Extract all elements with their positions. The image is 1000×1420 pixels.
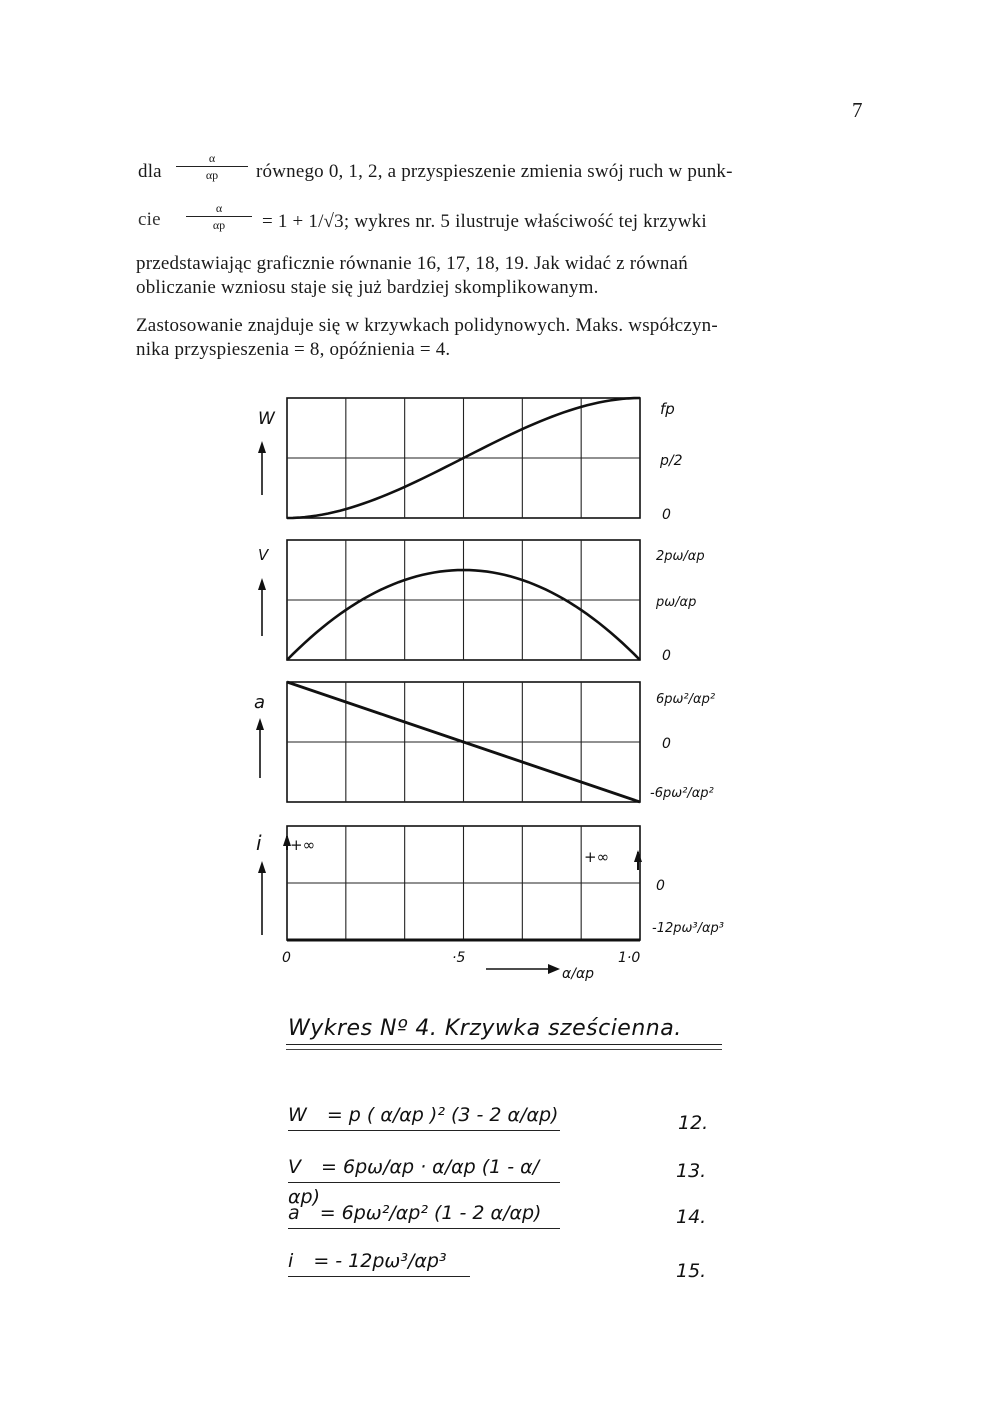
text-line-4: obliczanie wzniosu staje się już bardziej skomplikowanym.	[136, 277, 599, 298]
equation-rhs: = p ( α/αp )² (3 - 2 α/αp)	[326, 1104, 559, 1126]
plus-infinity-left: +∞	[290, 836, 316, 854]
caption-underline-2	[286, 1049, 722, 1050]
axis-arrow-head-1	[258, 441, 266, 453]
x-tick-0: 0	[282, 950, 291, 966]
text-line-1-prefix: dla	[138, 161, 162, 182]
a-label-max: 6pω²/αp²	[656, 692, 716, 707]
text-line-3: przedstawiając graficznie równanie 16, 17, 18, 19. Jak widać z równań	[136, 253, 688, 274]
w-label-fp: fp	[660, 400, 675, 418]
equation-number-14: 14.	[676, 1206, 707, 1228]
equation-rhs: = - 12pω³/αp³	[313, 1250, 447, 1272]
fraction-denominator: αp	[205, 168, 219, 182]
equation-number-15: 15.	[676, 1260, 707, 1282]
fraction-numerator: α	[208, 151, 216, 165]
equation-lhs: V	[288, 1156, 301, 1178]
equation-lhs: W	[288, 1104, 307, 1126]
axis-arrow-head-2	[258, 578, 266, 590]
w-axis-label: W	[258, 409, 275, 429]
v-label-zero: 0	[662, 648, 671, 664]
x-axis-label: α/αp	[562, 966, 595, 982]
i-label-zero: 0	[656, 878, 665, 894]
a-axis-label: a	[254, 692, 266, 713]
x-direction-arrow-head	[548, 964, 560, 974]
i-label-min: -12pω³/αp³	[652, 921, 724, 936]
w-label-p-half: p/2	[660, 453, 683, 469]
a-label-min: -6pω²/αp²	[650, 786, 714, 801]
equation-lhs: a	[288, 1202, 300, 1224]
equation-15	[288, 1246, 470, 1277]
w-label-zero: 0	[662, 507, 671, 523]
equation-number-12: 12.	[678, 1112, 709, 1134]
equation-12	[288, 1100, 560, 1131]
x-tick-1: 1·0	[618, 950, 641, 966]
equation-rhs: = 6pω/αp · α/αp (1 - α/αp)	[288, 1156, 540, 1208]
plus-infinity-right: +∞	[584, 848, 610, 866]
page-number: 7	[852, 98, 863, 122]
text-line-1: równego 0, 1, 2, a przyspieszenie zmienia swój ruch w punk-	[256, 161, 733, 182]
equation-number-13: 13.	[676, 1160, 707, 1182]
axis-arrow-head-4	[258, 861, 266, 873]
text-paragraph-2-line-1: Zastosowanie znajduje się w krzywkach polidynowych. Maks. współczyn-	[136, 315, 718, 336]
equation-rhs: = 6pω²/αp² (1 - 2 α/αp)	[319, 1202, 542, 1224]
i-axis-label: i	[256, 831, 262, 855]
fraction-numerator: α	[215, 201, 223, 215]
fraction-denominator: αp	[212, 218, 226, 232]
caption-underline-1	[286, 1044, 722, 1045]
axis-arrow-head-3	[256, 718, 264, 730]
text-line-2-prefix: cie	[138, 209, 161, 230]
v-label-p-omega: pω/αp	[656, 595, 697, 610]
v-axis-label: V	[258, 546, 269, 564]
figure-caption: Wykres Nº 4. Krzywka sześcienna.	[288, 1016, 682, 1041]
text-line-2: = 1 + 1/√3; wykres nr. 5 ilustruje właściwość tej krzywki	[262, 211, 707, 232]
a-label-zero: 0	[662, 736, 671, 752]
x-tick-half: ·5	[452, 950, 466, 966]
equation-14	[288, 1198, 560, 1229]
equation-13	[288, 1152, 560, 1208]
equation-lhs: i	[288, 1250, 294, 1272]
v-label-2p-omega: 2pω/αp	[656, 549, 705, 564]
text-paragraph-2-line-2: nika przyspieszenia = 8, opóźnienia = 4.	[136, 339, 451, 360]
